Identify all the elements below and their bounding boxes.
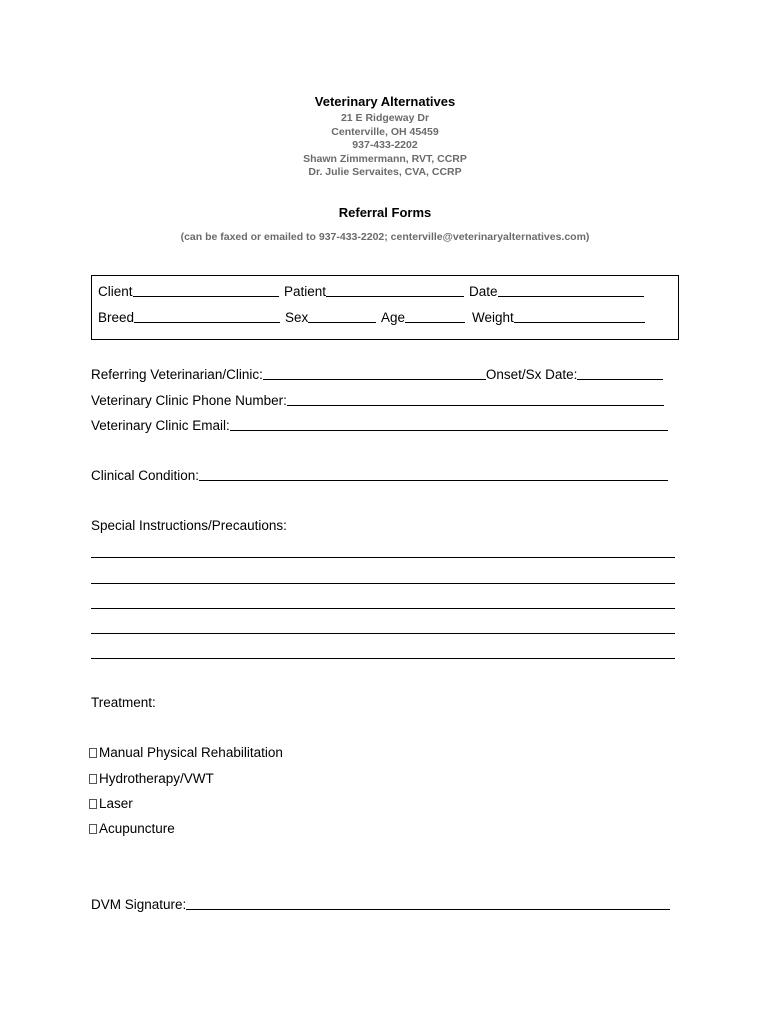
clinic-phone-label: Veterinary Clinic Phone Number: — [91, 393, 287, 408]
treatment-label: Treatment: — [91, 695, 156, 710]
signature-row — [91, 897, 670, 912]
weight-blank[interactable] — [514, 310, 645, 323]
sex-blank[interactable] — [308, 310, 376, 323]
clinic-email-row — [91, 418, 668, 433]
treatment-option-label: Hydrotherapy/VWT — [99, 771, 214, 786]
date-label: Date — [469, 284, 498, 299]
referring-vet-label: Referring Veterinarian/Clinic: — [91, 367, 263, 382]
age-blank[interactable] — [405, 310, 465, 323]
treatment-option[interactable] — [89, 796, 133, 811]
treatment-option-label: Manual Physical Rehabilitation — [99, 745, 283, 760]
date-blank[interactable] — [498, 284, 644, 297]
client-label: Client — [98, 284, 133, 299]
instructions-line-3[interactable] — [91, 608, 675, 609]
special-instructions-label: Special Instructions/Precautions: — [91, 518, 287, 533]
checkbox-icon[interactable] — [89, 799, 97, 809]
clinic-email-blank[interactable] — [230, 418, 668, 431]
clinical-condition-row — [91, 468, 668, 483]
checkbox-icon[interactable] — [89, 774, 97, 784]
instructions-line-4[interactable] — [91, 633, 675, 634]
onset-date-blank[interactable] — [577, 367, 663, 380]
patient-info-box — [91, 275, 679, 340]
age-label: Age — [381, 310, 406, 325]
phone-number: 937-433-2202 — [352, 139, 418, 151]
onset-date-label: Onset/Sx Date: — [485, 367, 578, 382]
treatment-option[interactable] — [89, 821, 175, 836]
breed-field[interactable] — [98, 310, 280, 325]
client-field[interactable] — [98, 284, 279, 299]
treatment-option[interactable] — [89, 745, 283, 760]
treatment-option-label: Acupuncture — [99, 821, 175, 836]
referring-vet-row — [91, 367, 663, 382]
signature-label: DVM Signature: — [91, 897, 187, 912]
checkbox-icon[interactable] — [89, 824, 97, 834]
breed-blank[interactable] — [134, 310, 280, 323]
clinical-condition-blank[interactable] — [199, 468, 668, 481]
referring-vet-blank[interactable] — [263, 367, 486, 380]
instructions-line-1[interactable] — [91, 557, 675, 558]
breed-label: Breed — [98, 310, 135, 325]
org-name: Veterinary Alternatives — [314, 94, 456, 109]
weight-field[interactable] — [472, 310, 645, 325]
address-line-1: 21 E Ridgeway Dr — [340, 112, 430, 124]
staff-1: Shawn Zimmermann, RVT, CCRP — [303, 152, 467, 165]
form-title: Referral Forms — [338, 205, 432, 220]
patient-label: Patient — [284, 284, 327, 299]
weight-label: Weight — [472, 310, 514, 325]
treatment-option-label: Laser — [99, 796, 133, 811]
patient-field[interactable] — [284, 284, 464, 299]
sex-label: Sex — [285, 310, 309, 325]
clinic-phone-blank[interactable] — [287, 393, 664, 406]
address-line-2: Centerville, OH 45459 — [331, 125, 439, 138]
date-field[interactable] — [469, 284, 644, 299]
treatment-option[interactable] — [89, 771, 214, 786]
clinic-phone-row — [91, 393, 664, 408]
clinical-condition-label: Clinical Condition: — [91, 468, 200, 483]
sex-field[interactable] — [285, 310, 376, 325]
checkbox-icon[interactable] — [89, 748, 97, 758]
instructions-line-2[interactable] — [91, 583, 675, 584]
clinic-email-label: Veterinary Clinic Email: — [91, 418, 230, 433]
form-note: (can be faxed or emailed to 937-433-2202; centerville@veterinaryalternatives.com) — [180, 231, 590, 243]
staff-2: Dr. Julie Servaites, CVA, CCRP — [308, 166, 462, 178]
client-blank[interactable] — [133, 284, 279, 297]
instructions-line-5[interactable] — [91, 658, 675, 659]
age-field[interactable] — [381, 310, 465, 325]
signature-blank[interactable] — [186, 897, 670, 910]
patient-blank[interactable] — [326, 284, 464, 297]
